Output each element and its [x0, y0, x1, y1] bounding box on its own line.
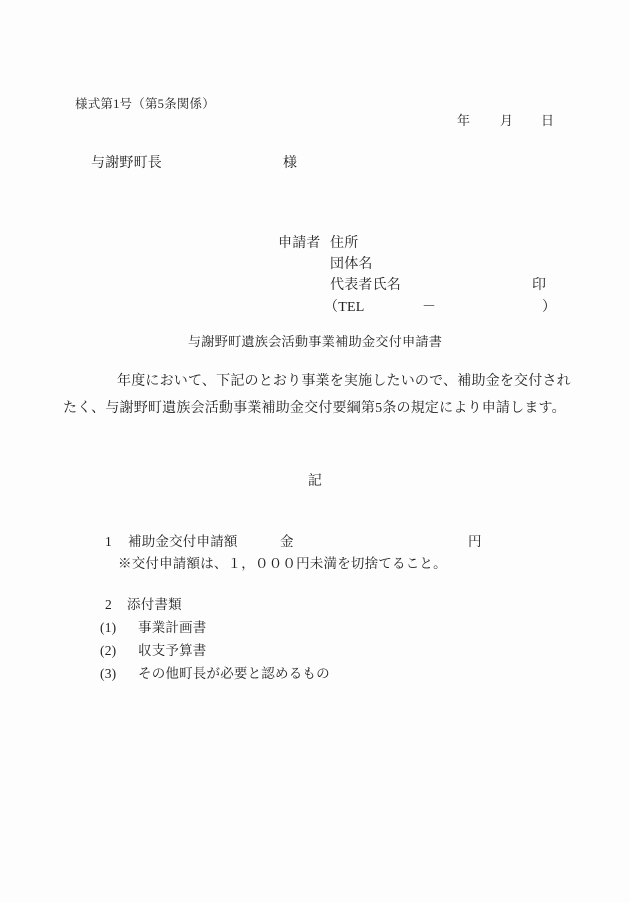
- address-label: 住所: [330, 236, 359, 251]
- date-year-label: 年: [457, 113, 471, 128]
- applicant-label: 申請者: [278, 236, 321, 251]
- tel-dash: －: [422, 300, 437, 315]
- attachment-row: [100, 666, 116, 682]
- body-line-1: 年度において、下記のとおり事業を実施したいので、補助金を交付され: [117, 374, 571, 389]
- attachment-label: 収支予算書: [138, 643, 207, 658]
- attachment-label: その他町長が必要と認めるもの: [138, 666, 330, 681]
- date-day-label: 日: [541, 113, 555, 128]
- organization-label: 団体名: [330, 257, 373, 272]
- amount-prefix: 金: [280, 534, 294, 549]
- item1-label: 補助金交付申請額: [128, 534, 238, 549]
- addressee-name: 与謝野町長: [91, 156, 162, 171]
- addressee-honorific: 様: [283, 156, 298, 171]
- tel-open-paren: （TEL: [324, 300, 365, 315]
- attachment-number: (2): [100, 643, 117, 658]
- representative-label: 代表者氏名: [330, 278, 401, 293]
- amount-note: ※交付申請額は、１，０００円未満を切捨てること。: [118, 556, 447, 571]
- item2-label: 添付書類: [127, 597, 182, 612]
- item1-number: 1: [105, 534, 112, 549]
- attachment-number: (1): [100, 620, 117, 635]
- attachment-row: [100, 620, 116, 636]
- attachment-label: 事業計画書: [138, 620, 207, 635]
- ki-marker: 記: [307, 474, 323, 489]
- attachment-number: (3): [100, 666, 117, 681]
- seal-mark: 印: [532, 278, 547, 293]
- date-month-label: 月: [500, 113, 514, 128]
- document-title: 与謝野町遺族会活動事業補助金交付申請書: [187, 334, 443, 349]
- body-line-2: たく、与謝野町遺族会活動事業補助金交付要綱第5条の規定により申請します。: [63, 401, 566, 416]
- amount-suffix: 円: [468, 534, 482, 549]
- form-number: 様式第1号（第5条関係）: [75, 97, 215, 111]
- item2-number: 2: [105, 597, 112, 612]
- tel-close-paren: ）: [542, 300, 557, 315]
- attachment-row: [100, 643, 116, 659]
